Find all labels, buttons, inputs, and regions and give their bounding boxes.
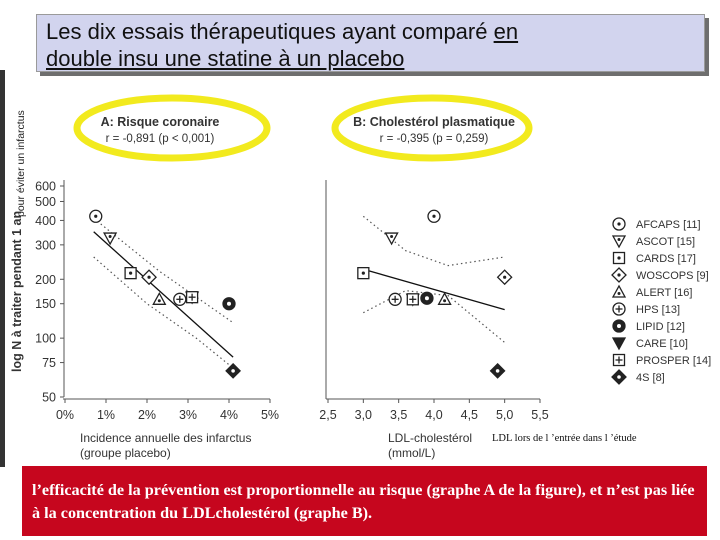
panel-subtitle: r = -0,395 (p = 0,259) [379,133,489,145]
x-tick-label: 4,0 [425,408,443,422]
data-point-woscops [498,270,512,284]
data-point-4s [226,364,240,378]
legend-marker-9 [612,370,626,384]
x-tick-label: 2,5 [319,408,337,422]
panel-title: B: Cholestérol plasmatique [353,115,515,129]
legend-label: HPS [13] [636,304,681,316]
data-point-4s [491,364,505,378]
x-axis-label: Incidence annuelle des infarctus [80,431,252,445]
legend-marker-2-center [617,256,620,259]
legend-label: CARDS [17] [636,253,696,265]
data-point-prosper [407,294,418,305]
data-point-ascot-center [109,235,112,238]
legend-label: AFCAPS [11] [636,219,701,231]
y-axis-label: log N à traiter pendant 1 an [10,210,24,372]
title-text: Les dix essais thérapeutiques ayant comparé [46,19,494,44]
y-tick-label: 50 [42,390,56,405]
legend-marker-0 [613,218,625,230]
x-tick-label: 3% [178,408,198,422]
data-point-woscops-center [147,276,150,279]
data-point-afcaps-center [94,215,97,218]
x-tick-label: 3,0 [354,408,373,422]
data-point-prosper [187,292,198,303]
legend-marker-6 [613,320,625,332]
panel-title: A: Risque coronaire [100,115,220,129]
legend-marker-6-center [617,324,621,328]
legend-marker-5 [613,303,625,315]
confidence-band-lower [363,291,504,343]
data-point-cards [358,268,369,279]
y-tick-label: 400 [35,213,56,228]
x-axis-label: (groupe placebo) [80,446,171,460]
data-point-alert-center [158,299,161,302]
legend-label: CARE [10] [636,338,688,350]
y-tick-label: 150 [35,297,56,312]
legend-label: LIPID [12] [636,321,685,333]
x-tick-label: 4% [219,408,239,422]
legend-marker-4-center [618,292,621,295]
confidence-band-lower [94,257,242,375]
legend-marker-9-center [617,375,621,379]
legend-marker-1-shape [613,236,625,247]
data-point-hps [174,293,186,305]
x-tick-label: 5,0 [495,408,514,422]
y-tick-label: 100 [35,331,56,346]
legend-marker-7 [613,338,625,349]
data-point-ascot-center [390,235,393,238]
x-tick-label: 1% [96,408,116,422]
conclusion-text: l’efficacité de la prévention est proportionnelle au risque (graphe A de la figure), et n’est pas liée à la concentration du LDLcholestérol (graphe B). [32,481,695,522]
data-point-alert-shape [439,293,451,304]
data-point-cards-center [362,272,365,275]
x-tick-label: 4,5 [460,408,479,422]
legend-label: WOSCOPS [9] [636,270,709,282]
legend-marker-4-shape [613,286,625,297]
y-tick-label: 200 [35,272,56,287]
data-point-4s-center [496,369,500,373]
y-tick-label: 600 [35,179,56,194]
data-point-afcaps [428,210,440,222]
legend-marker-7-shape [613,338,625,349]
legend-marker-2 [614,253,625,264]
legend-marker-8 [614,355,625,366]
data-point-lipid [421,292,433,304]
title-underlined-word: en [493,19,519,44]
data-point-lipid-center [425,296,429,300]
data-point-woscops [142,270,156,284]
conclusion-banner [22,466,707,536]
legend-label: PROSPER [14] [636,355,712,367]
x-tick-label: 2% [137,408,157,422]
x-tick-label: 5,5 [531,408,549,422]
legend-marker-0-center [617,222,620,225]
legend-label: ALERT [16] [636,287,693,299]
legend-label: 4S [8] [636,372,665,384]
y-tick-label: 300 [35,238,56,253]
x-tick-label: 5% [260,408,280,422]
y-tick-label: 75 [42,356,56,371]
confidence-band-upper [363,216,504,265]
data-point-cards-center [129,272,132,275]
data-point-lipid-center [227,302,231,306]
page-title-line2: double insu une statine à un placebo [46,46,405,71]
data-point-afcaps [90,210,102,222]
data-point-afcaps-center [432,215,435,218]
legend-marker-1 [613,236,625,247]
y-tick-label: 500 [35,194,56,209]
x-axis-label: (mmol/L) [388,446,436,460]
regression-line [363,269,504,309]
regression-line [94,232,233,357]
data-point-alert [439,293,451,304]
legend-marker-4 [613,286,625,297]
data-point-4s-center [231,369,235,373]
data-point-lipid [223,298,235,310]
panel-subtitle: r = -0,891 (p < 0,001) [105,133,215,145]
x-tick-label: 0% [55,408,75,422]
legend-marker-1-center [618,238,621,241]
x-axis-label: LDL-cholestérol [388,431,473,445]
legend-marker-3 [612,268,626,282]
legend-marker-3-center [617,273,620,276]
x-tick-label: 3,5 [389,408,408,422]
ldl-note: LDL lors de l ’entrée dans l ’étude [492,433,637,444]
data-point-woscops-center [503,276,506,279]
side-label: pour éviter un infarctus [15,110,27,217]
data-point-hps [389,293,401,305]
legend-label: ASCOT [15] [636,236,696,248]
data-point-alert-center [443,299,446,302]
data-point-cards [125,268,136,279]
